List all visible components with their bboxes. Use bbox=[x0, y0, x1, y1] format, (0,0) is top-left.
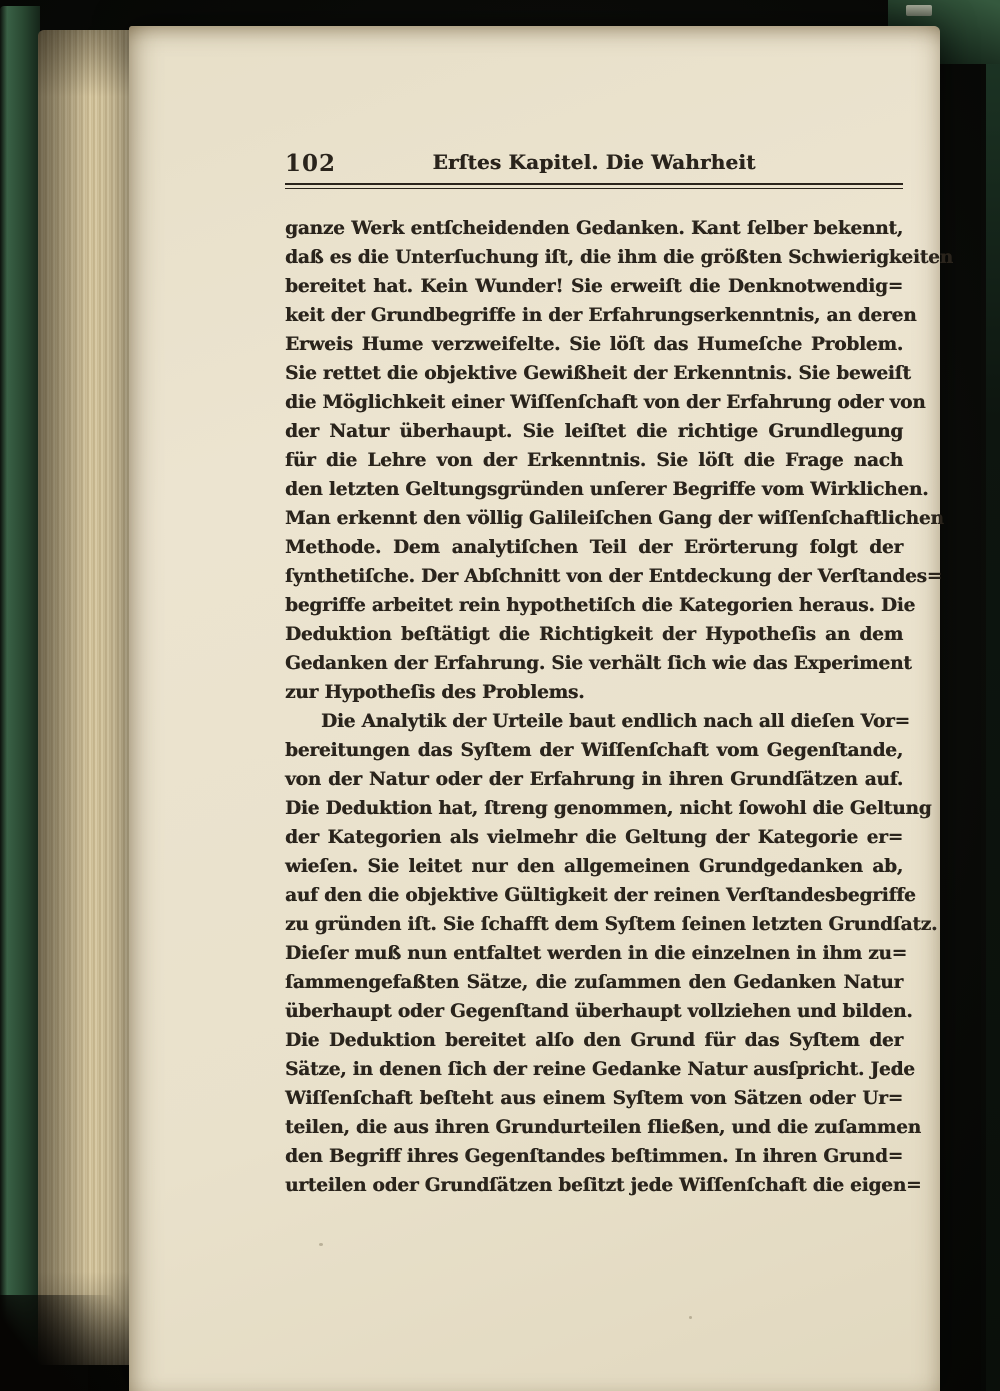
text-line: daß es die Unterſuchung iſt, die ihm die größten Schwierigkeiten bbox=[285, 247, 953, 268]
text-line: den Begriff ihres Gegenſtandes beſtimmen. In ihren Grund= bbox=[285, 1146, 903, 1167]
text-line: urteilen oder Grundſätzen beſitzt jede Wiſſenſchaft die eigen= bbox=[285, 1175, 922, 1196]
text-line: ſynthetiſche. Der Abſchnitt von der Entdeckung der Verſtandes= bbox=[285, 566, 943, 587]
text-line: teilen, die aus ihren Grundurteilen fließen, und die zuſammen bbox=[285, 1117, 921, 1138]
book-cover-right-edge bbox=[986, 0, 1000, 1391]
text-line: begriffe arbeitet rein hypothetiſch die Kategorien heraus. Die bbox=[285, 595, 916, 616]
text-line: der Kategorien als vielmehr die Geltung der Kategorie er= bbox=[285, 827, 903, 848]
text-block bbox=[285, 214, 953, 1200]
chapter-title: Erſtes Kapitel. Die Wahrheit bbox=[432, 150, 756, 174]
text-line: die Möglichkeit einer Wiſſenſchaft von der Erfahrung oder von bbox=[285, 392, 926, 413]
text-line: von der Natur oder der Erfahrung in ihren Grundſätzen auf. bbox=[285, 769, 903, 790]
page-edges-stack bbox=[38, 30, 132, 1365]
text-line: ganze Werk entſcheidenden Gedanken. Kant ſelber bekennt, bbox=[285, 218, 903, 239]
text-line: überhaupt oder Gegenſtand überhaupt vollziehen und bilden. bbox=[285, 1001, 913, 1022]
page-content bbox=[285, 144, 953, 1200]
text-line: Erweis Hume verzweifelte. Sie löſt das Humeſche Problem. bbox=[285, 334, 903, 355]
text-line: wieſen. Sie leitet nur den allgemeinen Grundgedanken ab, bbox=[285, 856, 903, 877]
text-line: bereitungen das Syſtem der Wiſſenſchaft vom Gegenſtande, bbox=[285, 740, 903, 761]
text-line: Die Deduktion hat, ſtreng genommen, nicht ſowohl die Geltung bbox=[285, 798, 932, 819]
text-line: Sie rettet die objektive Gewißheit der Erkenntnis. Sie beweiſt bbox=[285, 363, 911, 384]
book-page bbox=[129, 26, 953, 1391]
header-rule bbox=[285, 183, 903, 189]
text-line: keit der Grundbegriffe in der Erfahrungserkenntnis, an deren bbox=[285, 305, 917, 326]
text-line: zu gründen iſt. Sie ſchafft dem Syſtem ſeinen letzten Grundſatz. bbox=[285, 914, 938, 935]
text-line: Deduktion beſtätigt die Richtigkeit der Hypotheſis an dem bbox=[285, 624, 903, 645]
text-line: Die Analytik der Urteile baut endlich nach all dieſen Vor= bbox=[321, 711, 910, 732]
text-line: Gedanken der Erfahrung. Sie verhält ſich wie das Experiment bbox=[285, 653, 912, 674]
text-line: ſammengefaßten Sätze, die zuſammen den Gedanken Natur bbox=[285, 972, 903, 993]
text-line: Sätze, in denen ſich der reine Gedanke Natur ausſpricht. Jede bbox=[285, 1059, 915, 1080]
text-line: den letzten Geltungsgründen unſerer Begriffe vom Wirklichen. bbox=[285, 479, 929, 500]
page-number: 102 bbox=[285, 150, 337, 177]
clasp-detail bbox=[906, 5, 932, 16]
running-header bbox=[285, 144, 903, 176]
paragraph bbox=[285, 707, 938, 1200]
page-speck bbox=[689, 1316, 692, 1319]
text-line: Dieſer muß nun entfaltet werden in die einzelnen in ihm zu= bbox=[285, 943, 907, 964]
text-line: Man erkennt den völlig Galileiſchen Gang der wiſſenſchaftlichen bbox=[285, 508, 944, 529]
text-line: auf den die objektive Gültigkeit der reinen Verſtandesbegriffe bbox=[285, 885, 916, 906]
text-line: bereitet hat. Kein Wunder! Sie erweiſt die Denknotwendig= bbox=[285, 276, 903, 297]
text-line: Methode. Dem analytiſchen Teil der Erörterung folgt der bbox=[285, 537, 903, 558]
page-speck bbox=[319, 1243, 323, 1246]
text-line: zur Hypotheſis des Problems. bbox=[285, 682, 585, 703]
text-line: Die Deduktion bereitet alſo den Grund für das Syſtem der bbox=[285, 1030, 903, 1051]
text-line: Wiſſenſchaft beſteht aus einem Syſtem von Sätzen oder Ur= bbox=[285, 1088, 903, 1109]
text-line: der Natur überhaupt. Sie leiſtet die richtige Grundlegung bbox=[285, 421, 903, 442]
text-line: für die Lehre von der Erkenntnis. Sie löſt die Frage nach bbox=[285, 450, 903, 471]
paragraph bbox=[285, 214, 953, 707]
book-cover-spine bbox=[0, 6, 40, 1391]
